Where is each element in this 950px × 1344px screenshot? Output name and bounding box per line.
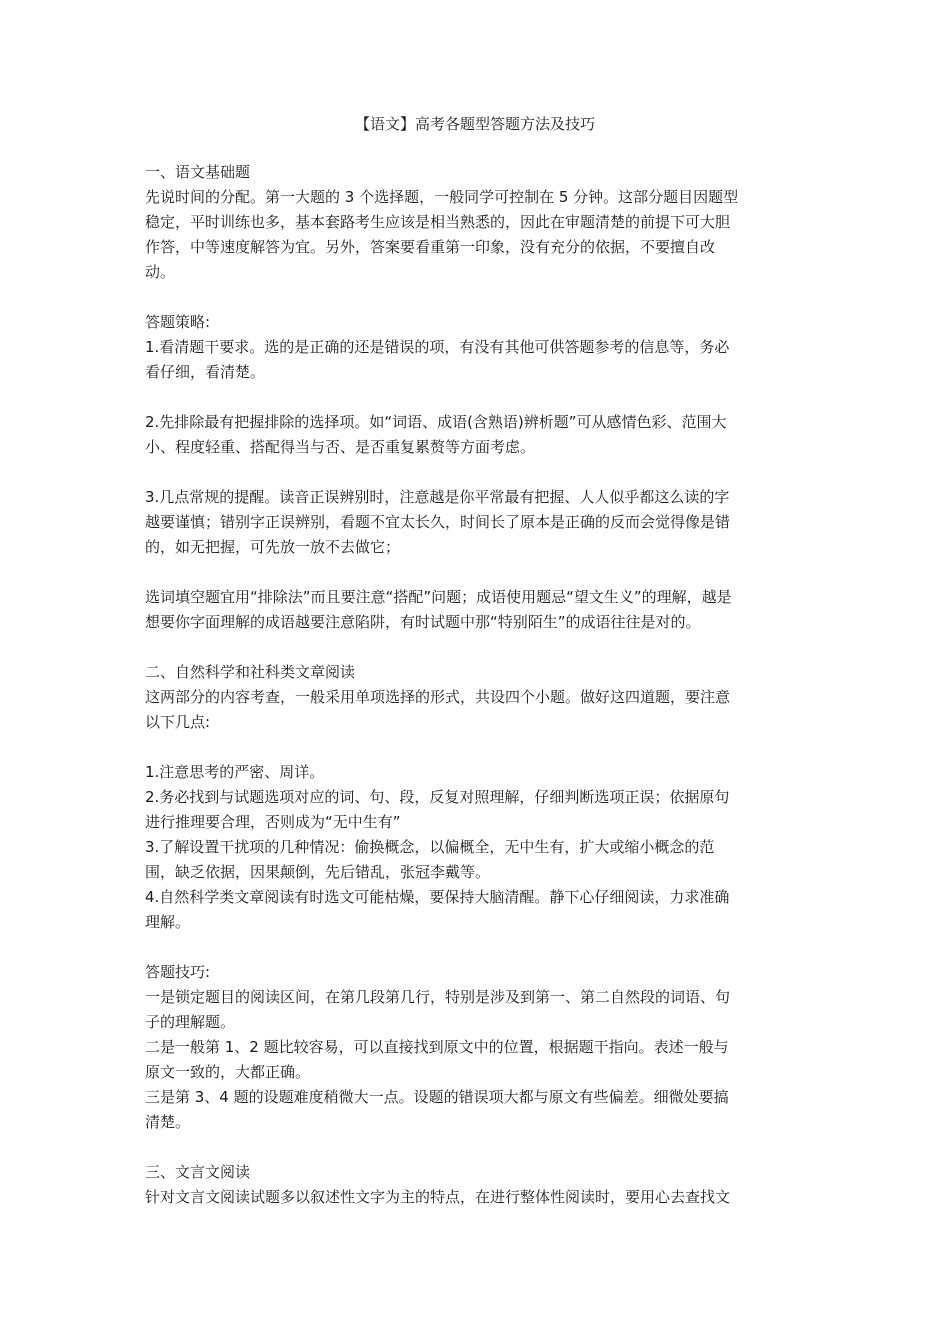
document-title: 【语文】高考各题型答题方法及技巧	[354, 115, 595, 133]
blank-line	[145, 1135, 805, 1160]
blank-line	[145, 285, 805, 310]
text-line: 答题技巧:	[145, 963, 211, 981]
text-line: 看仔细，看清楚。	[145, 363, 266, 381]
document-page	[145, 112, 805, 1210]
blank-line	[145, 560, 805, 585]
text-line: 二是一般第 1、2 题比较容易，可以直接找到原文中的位置，根据题干指向。表述一般与	[145, 1038, 729, 1056]
text-line: 答题策略:	[145, 313, 211, 331]
text-line: 进行推理要合理，否则成为“无中生有”	[145, 813, 401, 831]
text-line: 2.务必找到与试题选项对应的词、句、段，反复对照理解，仔细判断选项正误；依据原句	[145, 788, 730, 806]
text-line: 3.了解设置干扰项的几种情况：偷换概念，以偏概全，无中生有，扩大或缩小概念的范	[145, 838, 715, 856]
text-line: 4.自然科学类文章阅读有时选文可能枯燥，要保持大脑清醒。静下心仔细阅读，力求准确	[145, 888, 730, 906]
text-line: 1.注意思考的严密、周详。	[145, 763, 325, 781]
text-line: 三、文言文阅读	[145, 1163, 251, 1181]
text-line: 作答，中等速度解答为宜。另外，答案要看重第一印象，没有充分的依据，不要擅自改	[145, 238, 716, 256]
text-line: 动。	[145, 263, 176, 281]
text-line: 子的理解题。	[145, 1013, 236, 1031]
blank-line	[145, 735, 805, 760]
text-line: 围，缺乏依据，因果颠倒，先后错乱，张冠李戴等。	[145, 863, 491, 881]
text-line: 三是第 3、4 题的设题难度稍微大一点。设题的错误项大都与原文有些偏差。细微处要搞	[145, 1088, 729, 1106]
text-line: 以下几点:	[145, 713, 211, 731]
text-line: 3.几点常规的提醒。读音正误辨别时，注意越是你平常最有把握、人人似乎都这么读的字	[145, 488, 730, 506]
text-line: 针对文言文阅读试题多以叙述性文字为主的特点，在进行整体性阅读时，要用心去查找文	[145, 1188, 731, 1206]
text-line: 先说时间的分配。第一大题的 3 个选择题，一般同学可控制在 5 分钟。这部分题目因题型	[145, 188, 739, 206]
text-line: 想要你字面理解的成语越要注意陷阱，有时试题中那“特别陌生”的成语往往是对的。	[145, 613, 701, 631]
text-line: 理解。	[145, 913, 191, 931]
text-line: 清楚。	[145, 1113, 191, 1131]
text-line: 2.先排除最有把握排除的选择项。如“词语、成语(含熟语)辨析题”可从感情色彩、范围大	[145, 413, 727, 431]
text-line: 一、语文基础题	[145, 163, 251, 181]
blank-line	[145, 935, 805, 960]
text-line: 这两部分的内容考查，一般采用单项选择的形式，共设四个小题。做好这四道题，要注意	[145, 688, 731, 706]
text-line: 稳定，平时训练也多，基本套路考生应该是相当熟悉的，因此在审题清楚的前提下可大胆	[145, 213, 731, 231]
text-line: 越要谨慎；错别字正误辨别，看题不宜太长久，时间长了原本是正确的反而会觉得像是错	[145, 513, 731, 531]
text-line: 1.看清题干要求。选的是正确的还是错误的项，有没有其他可供答题参考的信息等，务必	[145, 338, 730, 356]
text-line: 选词填空题宜用“排除法”而且要注意“搭配”问题；成语使用题忌“望文生义”的理解，越是	[145, 588, 732, 606]
blank-line	[145, 385, 805, 410]
text-line: 小、程度轻重、搭配得当与否、是否重复累赘等方面考虑。	[145, 438, 536, 456]
text-line: 二、自然科学和社科类文章阅读	[145, 663, 356, 681]
text-line: 原文一致的，大都正确。	[145, 1063, 311, 1081]
text-line: 一是锁定题目的阅读区间，在第几段第几行，特别是涉及到第一、第二自然段的词语、句	[145, 988, 731, 1006]
document-body	[145, 160, 805, 1210]
text-line: 的，如无把握，可先放一放不去做它；	[145, 538, 401, 556]
blank-line	[145, 635, 805, 660]
blank-line	[145, 460, 805, 485]
